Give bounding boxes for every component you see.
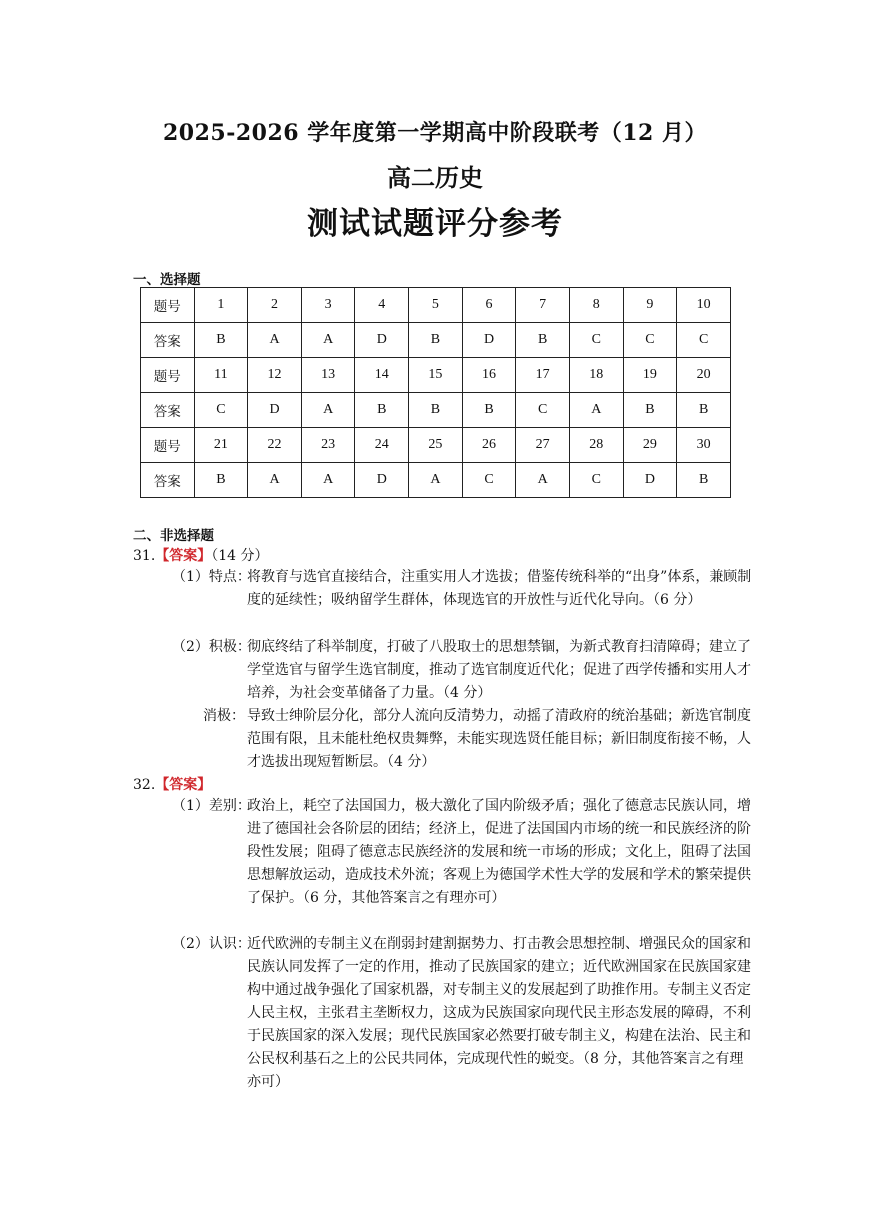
answer-cell: B <box>516 323 570 358</box>
answer-cell: B <box>677 393 731 428</box>
answer-tag: 【答案】 <box>155 777 212 793</box>
question-number-cell: 8 <box>569 288 623 323</box>
question-number-cell: 5 <box>409 288 463 323</box>
section-1-heading: 一、选择题 <box>133 272 201 288</box>
answer-tag: 【答案】 <box>155 548 212 564</box>
question-number: 31. <box>133 548 156 564</box>
row-label: 题号 <box>141 358 195 393</box>
question-number-row <box>141 428 731 463</box>
question-number-cell: 20 <box>677 358 731 393</box>
answer-cell: B <box>194 323 248 358</box>
answer-cell: D <box>355 323 409 358</box>
question-32-heading <box>133 774 211 794</box>
part-text: 近代欧洲的专制主义在削弱封建割据势力、打击教会思想控制、增强民众的国家和民族认同发挥了一定的作用，推动了民族国家的建立；近代欧洲国家在民族国家建构中通过战争强化了国家机器，对专制主义的发展起到了助推作用。专制主义否定人民主权，主张君主垄断权力，这成为民族国家向现代民主形态发展的障碍，不利于民族国家的深入发展；现代民族国家必然要打破专制主义，构建在法治、民主和公民权利基石之上的公民共同体，完成现代性的蜕变。（8 分，其他答案言之有理亦可） <box>247 936 751 1090</box>
answer-cell: A <box>301 323 355 358</box>
answer-cell: C <box>569 463 623 498</box>
answer-cell: C <box>677 323 731 358</box>
question-number-cell: 18 <box>569 358 623 393</box>
answer-cell: C <box>569 323 623 358</box>
answer-cell: A <box>569 393 623 428</box>
part-label: （1）特点： <box>172 569 251 585</box>
question-number-cell: 21 <box>194 428 248 463</box>
subject-title: 高二历史 <box>387 163 483 192</box>
answer-cell: D <box>355 463 409 498</box>
document-title: 测试试题评分参考 <box>307 206 563 242</box>
answer-cell: D <box>623 463 677 498</box>
question-score: （14 分） <box>211 548 269 564</box>
row-label: 答案 <box>141 393 195 428</box>
answer-cell: D <box>248 393 302 428</box>
row-label: 答案 <box>141 463 195 498</box>
question-number-row <box>141 288 731 323</box>
answer-cell: D <box>462 323 516 358</box>
question-number-cell: 6 <box>462 288 516 323</box>
question-number-cell: 26 <box>462 428 516 463</box>
part-label: 消极： <box>203 708 245 724</box>
question-number-cell: 1 <box>194 288 248 323</box>
question-number-cell: 16 <box>462 358 516 393</box>
question-number-cell: 17 <box>516 358 570 393</box>
question-number-cell: 11 <box>194 358 248 393</box>
q32-part2 <box>172 933 752 1094</box>
question-number-cell: 12 <box>248 358 302 393</box>
answer-cell: B <box>355 393 409 428</box>
answer-cell: C <box>623 323 677 358</box>
question-number-cell: 27 <box>516 428 570 463</box>
answer-cell: B <box>409 323 463 358</box>
exam-title: 2025-2026 学年度第一学期高中阶段联考（12 月） <box>162 120 708 146</box>
row-label: 题号 <box>141 428 195 463</box>
question-number-cell: 25 <box>409 428 463 463</box>
answer-cell: B <box>623 393 677 428</box>
answer-cell: A <box>301 463 355 498</box>
answer-cell: B <box>677 463 731 498</box>
answer-cell: C <box>194 393 248 428</box>
answer-cell: B <box>462 393 516 428</box>
q31-part1 <box>172 566 752 612</box>
answer-cell: B <box>194 463 248 498</box>
question-number-cell: 29 <box>623 428 677 463</box>
answer-cell: A <box>301 393 355 428</box>
answer-cell: A <box>409 463 463 498</box>
answer-row <box>141 393 731 428</box>
question-number-cell: 24 <box>355 428 409 463</box>
question-number-cell: 28 <box>569 428 623 463</box>
answer-cell: A <box>248 323 302 358</box>
question-number-cell: 4 <box>355 288 409 323</box>
answer-cell: C <box>516 393 570 428</box>
question-number-cell: 3 <box>301 288 355 323</box>
q31-part3 <box>203 705 752 774</box>
answer-cell: A <box>516 463 570 498</box>
question-number-cell: 19 <box>623 358 677 393</box>
q31-part2 <box>172 636 752 705</box>
question-number: 32. <box>133 777 156 793</box>
answer-row <box>141 323 731 358</box>
answer-row <box>141 463 731 498</box>
answer-cell: A <box>248 463 302 498</box>
row-label: 答案 <box>141 323 195 358</box>
question-number-cell: 9 <box>623 288 677 323</box>
part-text: 政治上，耗空了法国国力，极大激化了国内阶级矛盾；强化了德意志民族认同，增进了德国社会各阶层的团结；经济上，促进了法国国内市场的统一和民族经济的阶段性发展；阻碍了德意志民族经济的发展和统一市场的形成；文化上，阻碍了法国思想解放运动，造成技术外流；客观上为德国学术性大学的发展和学术的繁荣提供了保护。（6 分，其他答案言之有理亦可） <box>247 798 751 906</box>
question-number-row <box>141 358 731 393</box>
question-number-cell: 13 <box>301 358 355 393</box>
question-31-heading <box>133 545 269 565</box>
part-label: （2）认识： <box>172 936 251 952</box>
question-number-cell: 22 <box>248 428 302 463</box>
part-text: 将教育与选官直接结合，注重实用人才选拔；借鉴传统科举的“出身”体系，兼顾制度的延续性；吸纳留学生群体，体现选官的开放性与近代化导向。（6 分） <box>247 569 752 608</box>
answer-cell: C <box>462 463 516 498</box>
answer-cell: B <box>409 393 463 428</box>
question-number-cell: 10 <box>677 288 731 323</box>
question-number-cell: 23 <box>301 428 355 463</box>
section-2-heading: 二、非选择题 <box>133 528 214 544</box>
question-number-cell: 2 <box>248 288 302 323</box>
row-label: 题号 <box>141 288 195 323</box>
part-label: （1）差别： <box>172 798 251 814</box>
question-number-cell: 30 <box>677 428 731 463</box>
question-number-cell: 15 <box>409 358 463 393</box>
q32-part1 <box>172 795 752 910</box>
part-label: （2）积极： <box>172 639 251 655</box>
part-text: 彻底终结了科举制度，打破了八股取士的思想禁锢，为新式教育扫清障碍；建立了学堂选官与留学生选官制度，推动了选官制度近代化；促进了西学传播和实用人才培养，为社会变革储备了力量。（4 分） <box>247 639 751 701</box>
question-number-cell: 14 <box>355 358 409 393</box>
answer-table <box>140 287 731 498</box>
part-text: 导致士绅阶层分化，部分人流向反清势力，动摇了清政府的统治基础；新选官制度范围有限，且未能杜绝权贵舞弊，未能实现选贤任能目标；新旧制度衔接不畅，人才选拔出现短暂断层。（4 分） <box>247 708 751 770</box>
question-number-cell: 7 <box>516 288 570 323</box>
